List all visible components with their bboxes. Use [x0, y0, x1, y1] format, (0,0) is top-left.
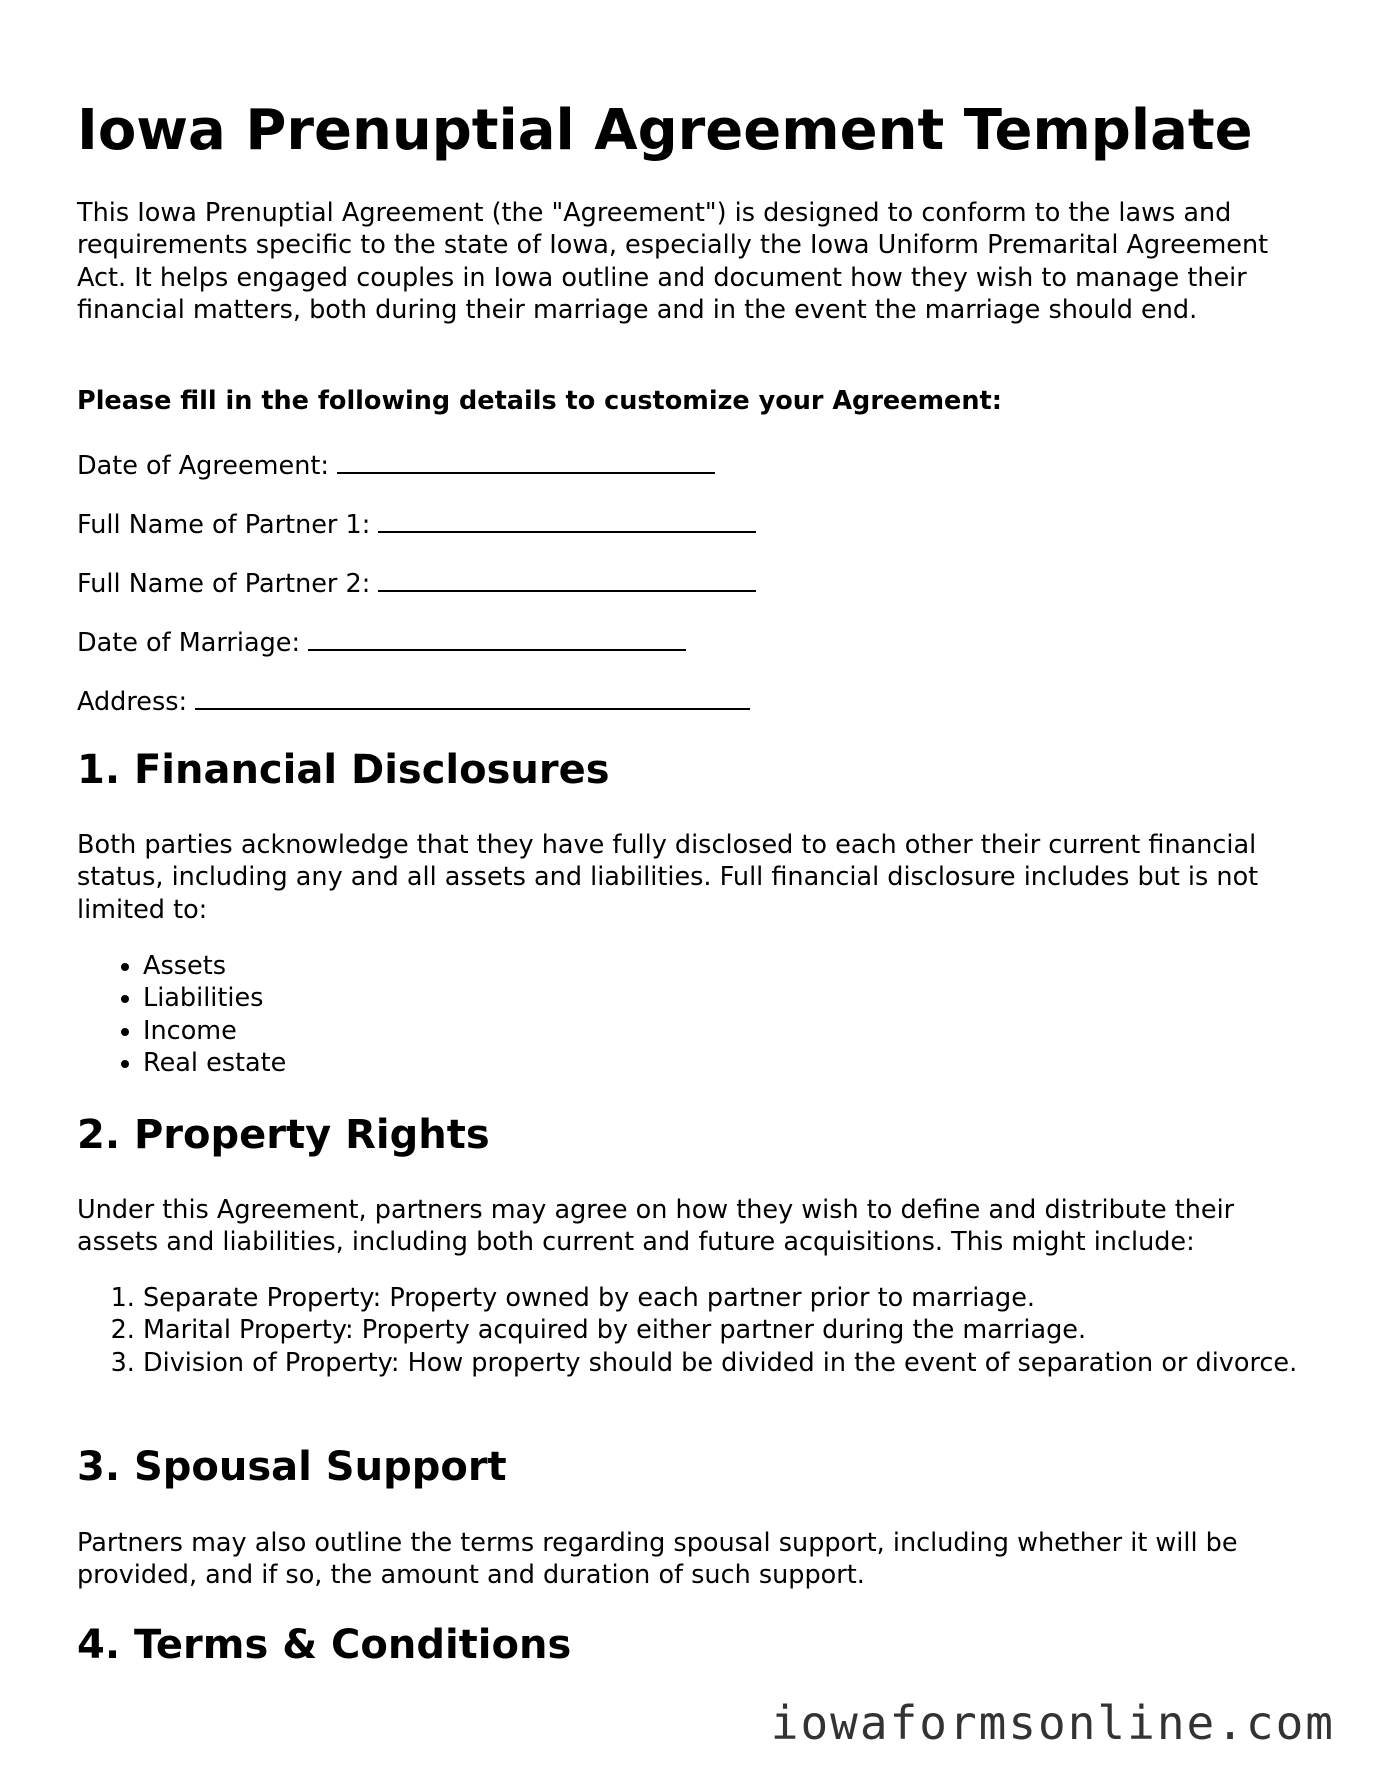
partner2-name-blank[interactable] [378, 566, 756, 592]
financial-disclosures-list [77, 950, 1317, 1080]
list-item: • Assets [143, 950, 1317, 982]
section-heading-terms-conditions: 4. Terms & Conditions [77, 1622, 572, 1668]
list-item: 1. Separate Property: Property owned by each partner prior to marriage. [143, 1282, 1317, 1314]
list-item: 3. Division of Property: How property should be divided in the event of separation or divorce. [143, 1347, 1317, 1379]
partner1-name-label: Full Name of Partner 1: [77, 510, 371, 540]
date-of-agreement-field [77, 448, 715, 482]
section-heading-spousal-support: 3. Spousal Support [77, 1444, 507, 1490]
address-blank[interactable] [195, 684, 750, 710]
list-item: • Liabilities [143, 982, 1317, 1014]
list-item: 2. Marital Property: Property acquired by either partner during the marriage. [143, 1314, 1317, 1346]
partner1-name-blank[interactable] [378, 507, 756, 533]
section-heading-property-rights: 2. Property Rights [77, 1112, 490, 1158]
partner1-name-field [77, 507, 756, 541]
financial-disclosures-body: Both parties acknowledge that they have fully disclosed to each other their current financial status, including any and all assets and liabilities. Full financial disclosure includes but is not limited to: [77, 830, 1259, 925]
date-of-agreement-label: Date of Agreement: [77, 451, 329, 481]
address-label: Address: [77, 687, 188, 717]
date-of-marriage-blank[interactable] [308, 625, 686, 651]
property-rights-list [77, 1282, 1317, 1379]
list-item: • Real estate [143, 1047, 1317, 1079]
intro-paragraph: This Iowa Prenuptial Agreement (the "Agreement") is designed to conform to the laws and requirements specific to the state of Iowa, especially the Iowa Uniform Premarital Agreement Act. It helps engaged couples in Iowa outline and document how they wish to manage their financial matters, both during their marriage and in the event the marriage should end. [77, 198, 1269, 326]
watermark-text: iowaformsonline.com [770, 1696, 1335, 1750]
date-of-agreement-blank[interactable] [337, 448, 715, 474]
property-rights-body: Under this Agreement, partners may agree on how they wish to define and distribute their assets and liabilities, including both current and future acquisitions. This might include: [77, 1195, 1235, 1258]
document-title: Iowa Prenuptial Agreement Template [77, 98, 1253, 163]
section-heading-financial-disclosures: 1. Financial Disclosures [77, 747, 610, 793]
address-field [77, 684, 750, 718]
partner2-name-field [77, 566, 756, 600]
spousal-support-body: Partners may also outline the terms regarding spousal support, including whether it will be provided, and if so, the amount and duration of such support. [77, 1528, 1238, 1591]
list-item: • Income [143, 1015, 1317, 1047]
instructions-text: Please fill in the following details to customize your Agreement: [77, 386, 1002, 416]
date-of-marriage-label: Date of Marriage: [77, 628, 301, 658]
partner2-name-label: Full Name of Partner 2: [77, 569, 371, 599]
date-of-marriage-field [77, 625, 686, 659]
